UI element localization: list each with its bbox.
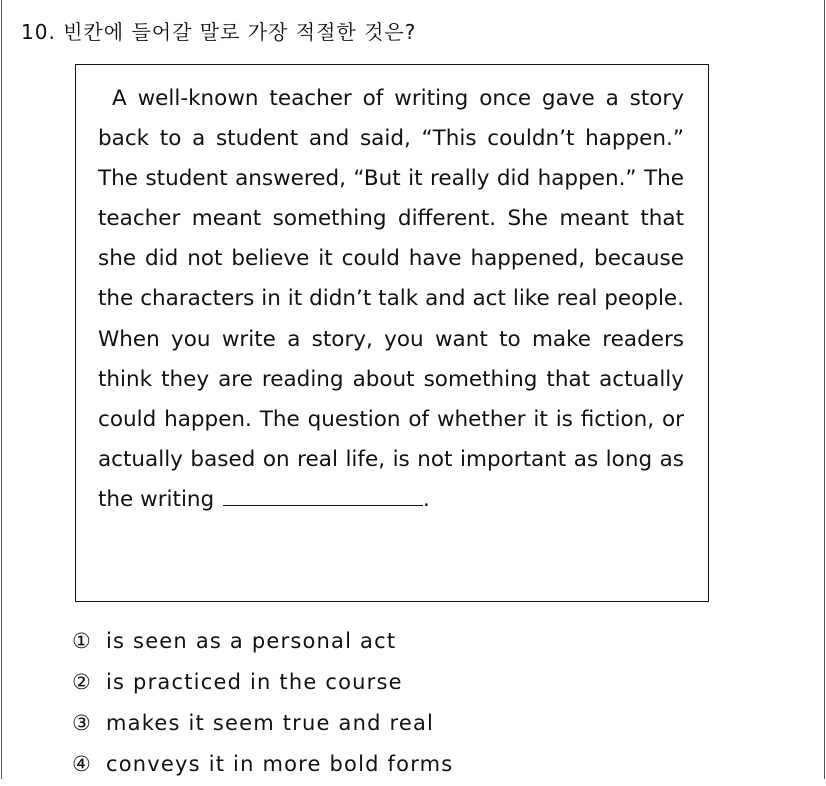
choice-text: is seen as a personal act bbox=[106, 629, 397, 653]
choice-text: makes it seem true and real bbox=[106, 711, 435, 735]
choice-4[interactable] bbox=[72, 745, 453, 786]
question-title: 10. 빈칸에 들어갈 말로 가장 적절한 것은? bbox=[21, 20, 417, 44]
answer-blank bbox=[223, 483, 423, 506]
choice-number: ① bbox=[72, 629, 93, 653]
answer-choices bbox=[72, 622, 453, 786]
choice-number: ④ bbox=[72, 752, 93, 776]
passage-text: A well-known teacher of writing once gave a story back to a student and said, “This couldn’t happen.” The student answered, “But it really did happen.” The teacher meant something different. She meant that she did not believe it could have happened, because the characters in it didn’t talk and act like real people. When you write a story, you want to make readers think they are reading about something that actually could happen. The question of whether it is fiction, or actually based on real life, is not important as long as the writing bbox=[98, 86, 684, 512]
choice-2[interactable] bbox=[72, 663, 453, 704]
choice-number: ② bbox=[72, 670, 93, 694]
passage-paragraph bbox=[98, 79, 684, 520]
choice-3[interactable] bbox=[72, 704, 453, 745]
choice-1[interactable] bbox=[72, 622, 453, 663]
choice-text: is practiced in the course bbox=[106, 670, 403, 694]
passage-end-punct: . bbox=[423, 486, 430, 512]
choice-number: ③ bbox=[72, 711, 93, 735]
choice-text: conveys it in more bold forms bbox=[106, 752, 454, 776]
passage-box bbox=[75, 64, 709, 602]
